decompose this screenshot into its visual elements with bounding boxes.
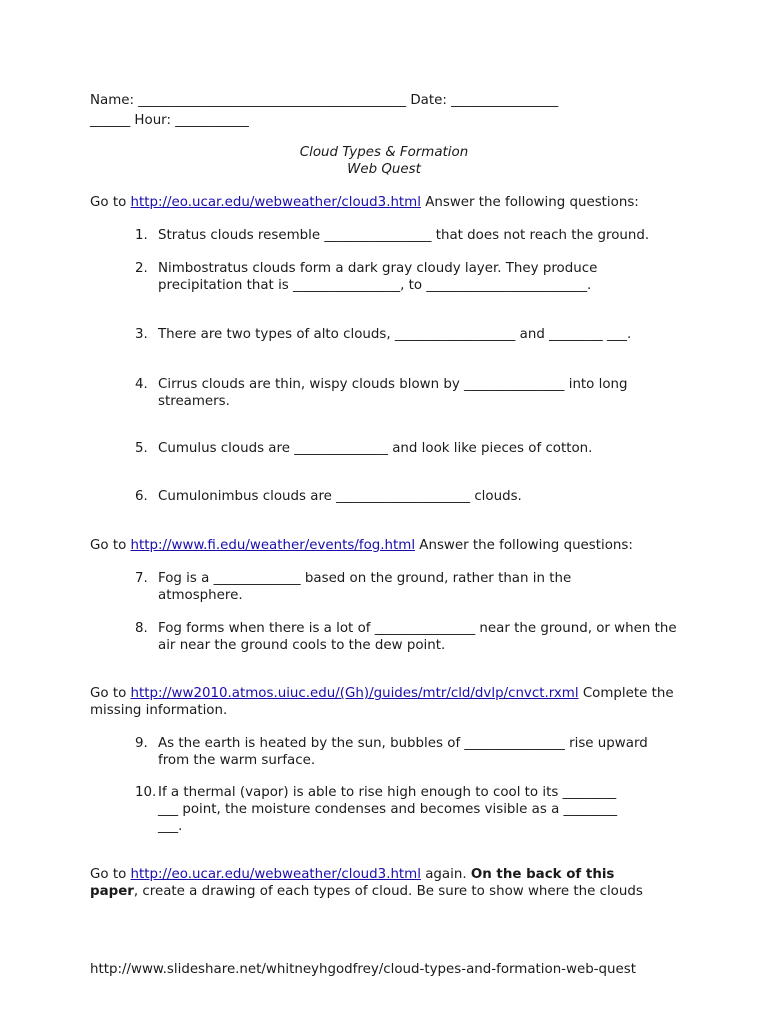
question-number: 8. — [135, 621, 148, 636]
question-10 — [135, 784, 695, 835]
section-4-link[interactable]: http://eo.ucar.edu/webweather/cloud3.html — [130, 867, 421, 882]
question-text: Fog is a _____________ based on the ground, rather than in the atmosphere. — [158, 571, 572, 603]
question-text: Fog forms when there is a lot of _______________ near the ground, or when the air near the ground cools to the dew point. — [158, 621, 677, 653]
drawing-instruction: , create a drawing of each types of cloud. Be sure to show where the clouds — [133, 884, 643, 899]
question-text: As the earth is heated by the sun, bubbles of _______________ rise upward from the warm surface. — [158, 736, 648, 768]
question-number: 4. — [135, 377, 148, 392]
question-9 — [135, 735, 695, 769]
question-number: 2. — [135, 261, 148, 276]
question-text: If a thermal (vapor) is able to rise high enough to cool to its ________ ___ point, the moisture condenses and becomes visible as a ________ ___. — [158, 785, 618, 834]
question-number: 5. — [135, 441, 148, 456]
question-8 — [135, 620, 695, 654]
question-number: 6. — [135, 489, 148, 504]
section-3-instruction: Complete the missing information. — [90, 686, 674, 718]
go-to-label: Go to — [90, 686, 131, 701]
question-number: 9. — [135, 736, 148, 751]
hour-line: ______ Hour: ___________ — [90, 113, 249, 128]
section-2-intro — [90, 537, 690, 554]
question-text: There are two types of alto clouds, __________________ and ________ ___. — [158, 327, 632, 342]
section-1-intro — [90, 194, 690, 211]
back-of-paper-emphasis: On the back of this paper — [90, 867, 615, 899]
question-2 — [135, 260, 695, 294]
title-line-2: Web Quest — [347, 162, 421, 177]
question-number: 1. — [135, 228, 148, 243]
question-number: 7. — [135, 571, 148, 586]
question-text: Nimbostratus clouds form a dark gray cloudy layer. They produce precipitation that is ________________, to ________________________. — [158, 261, 598, 293]
section-3-link[interactable]: http://ww2010.atmos.uiuc.edu/(Gh)/guides/mtr/cld/dvlp/cnvct.rxml — [130, 686, 579, 701]
question-number: 10. — [135, 785, 157, 800]
question-number: 3. — [135, 327, 148, 342]
question-text: Cumulonimbus clouds are ____________________ clouds. — [158, 489, 522, 504]
section-2-link[interactable]: http://www.fi.edu/weather/events/fog.html — [130, 538, 416, 553]
question-1 — [135, 227, 695, 244]
go-to-label: Go to — [90, 538, 131, 553]
section-1-link[interactable]: http://eo.ucar.edu/webweather/cloud3.html — [130, 195, 421, 210]
question-text: Cumulus clouds are ______________ and look like pieces of cotton. — [158, 441, 593, 456]
question-3 — [135, 326, 695, 343]
question-7 — [135, 570, 695, 604]
again-text: again. — [420, 867, 471, 882]
title-line-1: Cloud Types & Formation — [299, 145, 469, 160]
question-6 — [135, 488, 695, 505]
question-5 — [135, 440, 695, 457]
name-date-line: Name: ________________________________________ Date: ________________ — [90, 93, 559, 108]
section-3-intro — [90, 685, 690, 719]
question-text: Cirrus clouds are thin, wispy clouds blown by _______________ into long streamers. — [158, 377, 628, 409]
question-4 — [135, 376, 695, 410]
section-1-instruction: Answer the following questions: — [420, 195, 639, 210]
section-2-instruction: Answer the following questions: — [415, 538, 633, 553]
question-text: Stratus clouds resemble ________________ that does not reach the ground. — [158, 228, 650, 243]
source-url-footer: http://www.slideshare.net/whitneyhgodfrey/cloud-types-and-formation-web-quest — [90, 962, 636, 977]
section-4-intro — [90, 866, 650, 900]
go-to-label: Go to — [90, 195, 131, 210]
go-to-label: Go to — [90, 867, 131, 882]
